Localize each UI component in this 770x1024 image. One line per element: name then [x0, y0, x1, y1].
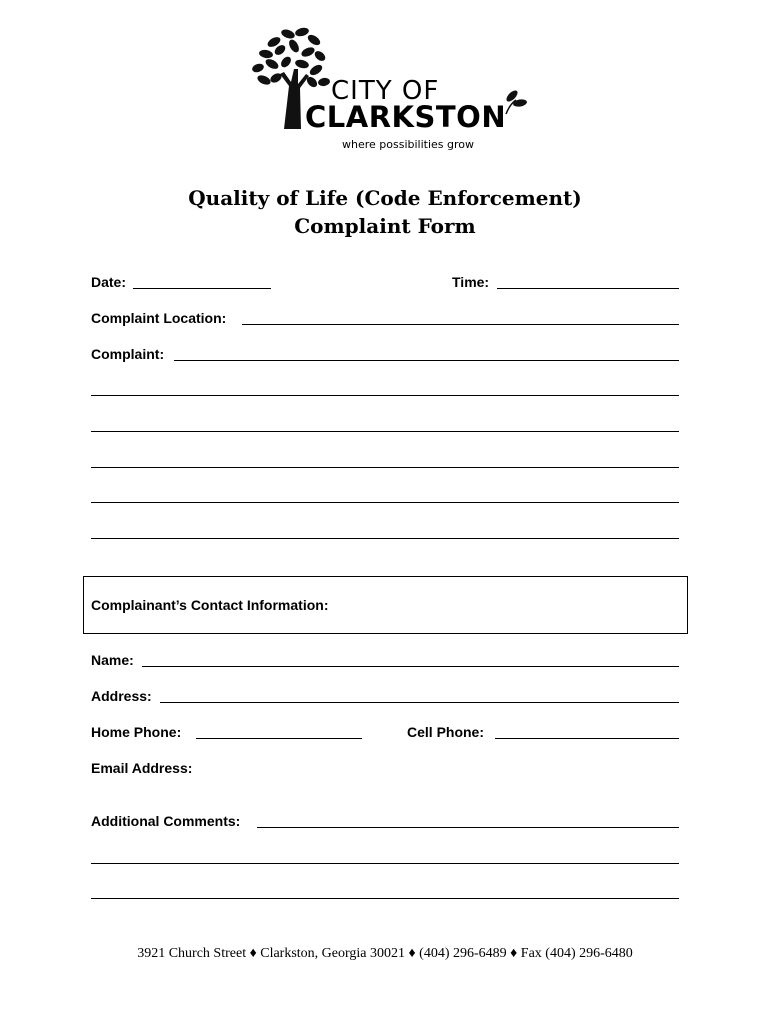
cell-phone-field[interactable]	[495, 738, 679, 739]
logo-city-of: CITY OF	[331, 76, 440, 106]
page-title-line1: Quality of Life (Code Enforcement)	[188, 186, 582, 210]
complaint-line-4[interactable]	[91, 467, 679, 468]
name-field[interactable]	[142, 666, 679, 667]
complaint-location-label: Complaint Location:	[91, 310, 227, 326]
footer-address: 3921 Church Street ♦ Clarkston, Georgia 30021 ♦ (404) 296-6489 ♦ Fax (404) 296-6480	[137, 946, 633, 961]
logo-clarkston: CLARKSTON	[305, 100, 507, 134]
complaint-line-2[interactable]	[91, 395, 679, 396]
comments-line-3[interactable]	[91, 898, 679, 899]
complaint-field[interactable]	[174, 360, 679, 361]
page-title-line2: Complaint Form	[294, 214, 476, 238]
complaint-label: Complaint:	[91, 346, 165, 362]
home-phone-label: Home Phone:	[91, 724, 182, 740]
date-label: Date:	[91, 274, 127, 290]
comments-line-2[interactable]	[91, 863, 679, 864]
home-phone-field[interactable]	[196, 738, 362, 739]
name-label: Name:	[91, 652, 134, 668]
additional-comments-field[interactable]	[257, 827, 679, 828]
complaint-location-field[interactable]	[242, 324, 679, 325]
address-label: Address:	[91, 688, 152, 704]
complaint-line-6[interactable]	[91, 538, 679, 539]
contact-info-heading: Complainant’s Contact Information:	[91, 597, 329, 613]
logo-tagline: where possibilities grow	[342, 138, 475, 151]
email-label: Email Address:	[91, 760, 193, 776]
time-label: Time:	[452, 274, 490, 290]
time-field[interactable]	[497, 288, 679, 289]
complaint-line-5[interactable]	[91, 502, 679, 503]
additional-comments-label: Additional Comments:	[91, 813, 241, 829]
date-field[interactable]	[133, 288, 271, 289]
address-field[interactable]	[160, 702, 679, 703]
complaint-line-3[interactable]	[91, 431, 679, 432]
cell-phone-label: Cell Phone:	[407, 724, 485, 740]
